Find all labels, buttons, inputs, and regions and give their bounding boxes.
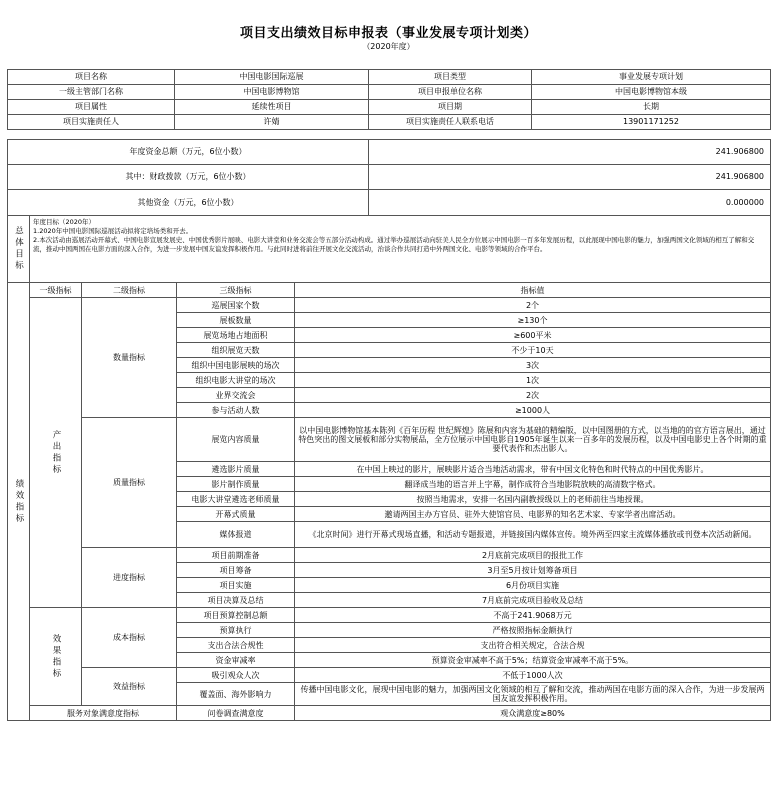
indicator-name: 展板数量 — [177, 313, 295, 328]
leader-value: 许婧 — [175, 115, 369, 130]
indicator-value: 在中国上映过的影片，展映影片适合当地活动需求，带有中国文化特色和时代特点的中国优秀影片。 — [295, 462, 771, 477]
indicator-value: 6月份项目实施 — [295, 578, 771, 593]
indicator-name: 开幕式质量 — [177, 507, 295, 522]
indicator-value: 不高于241.9068万元 — [295, 608, 771, 623]
indicator-name: 电影大讲堂遴选老师质量 — [177, 492, 295, 507]
indicator-name: 问卷调查满意度 — [177, 706, 295, 721]
indicator-name: 项目筹备 — [177, 563, 295, 578]
header-value: 指标值 — [295, 283, 771, 298]
indicator-value: 2次 — [295, 388, 771, 403]
indicator-name: 项目决算及总结 — [177, 593, 295, 608]
performance-table — [7, 282, 771, 721]
attr-value: 延续性项目 — [175, 100, 369, 115]
indicator-value: 以中国电影博物馆基本陈列《百年历程 世纪辉煌》陈展和内容为基础的精编版，以中国图册的方式，以当地的的官方语言展出，通过特色突出的图文展板和部分实物展品，全方位展示中国电影自1905年诞生以来一百多年的发展历程，以及中国电影史上各个时期的重要代表作和杰出影人。 — [295, 418, 771, 462]
indicator-value: ≥1000人 — [295, 403, 771, 418]
indicator-value: 严格按照指标金额执行 — [295, 623, 771, 638]
phone-label: 项目实施责任人联系电话 — [369, 115, 532, 130]
indicator-value: 邀请两国主办方官员、驻外大使馆官员、电影界的知名艺术家、专家学者出席活动。 — [295, 507, 771, 522]
indicator-value: 观众满意度≥80% — [295, 706, 771, 721]
indicator-name: 组织展览天数 — [177, 343, 295, 358]
indicator-name: 项目实施 — [177, 578, 295, 593]
dept-value: 中国电影博物馆 — [175, 85, 369, 100]
table-row — [8, 298, 771, 313]
indicator-name: 组织电影大讲堂的场次 — [177, 373, 295, 388]
table-row — [8, 548, 771, 563]
basic-info-table — [7, 69, 771, 130]
quality-indicator-label: 质量指标 — [82, 418, 177, 548]
page-subtitle: （2020年度） — [362, 42, 415, 51]
cost-indicator-label: 成本指标 — [82, 608, 177, 668]
indicator-name: 组织中国电影展映的场次 — [177, 358, 295, 373]
goals-text — [30, 216, 771, 283]
indicator-value: 预算资金审减率不高于5%；结算资金审减率不高于5%。 — [295, 653, 771, 668]
dept-label: 一级主管部门名称 — [8, 85, 175, 100]
goals-label: 总体目标 — [8, 216, 30, 283]
indicator-name: 参与活动人数 — [177, 403, 295, 418]
indicator-name: 资金审减率 — [177, 653, 295, 668]
indicator-value: 2个 — [295, 298, 771, 313]
unit-value: 中国电影博物馆本级 — [532, 85, 771, 100]
indicator-name: 媒体报道 — [177, 522, 295, 548]
total-funds-label: 年度资金总额（万元，6位小数） — [8, 140, 369, 165]
indicator-name: 支出合法合规性 — [177, 638, 295, 653]
goals-line-2: 1.2020年中国电影国际巡展活动拟将定培场类和开去。 — [33, 227, 193, 235]
indicator-value: 7月底前完成项目验收及总结 — [295, 593, 771, 608]
period-value: 长期 — [532, 100, 771, 115]
progress-indicator-label: 进度指标 — [82, 548, 177, 608]
attr-label: 项目属性 — [8, 100, 175, 115]
indicator-value: 支出符合相关规定，合法合规 — [295, 638, 771, 653]
goals-table — [7, 215, 771, 283]
indicator-value: 不少于10天 — [295, 343, 771, 358]
indicator-value: 翻译成当地的语言并上字幕，制作成符合当地影院放映的高清数字格式。 — [295, 477, 771, 492]
indicator-value: 不低于1000人次 — [295, 668, 771, 683]
indicator-value: 3月至5月按计划筹备项目 — [295, 563, 771, 578]
header-level3: 三级指标 — [177, 283, 295, 298]
indicator-value: 传播中国电影文化，展现中国电影的魅力，加强两国文化领域的相互了解和交流，推动两国在电影方面的深入合作，为进一步发展两国友谊发挥积极作用。 — [295, 683, 771, 706]
indicator-name: 巡展国家个数 — [177, 298, 295, 313]
effect-indicator-label: 效果指标 — [30, 608, 82, 706]
benefit-indicator-label: 效益指标 — [82, 668, 177, 706]
table-row — [8, 668, 771, 683]
table-row — [8, 418, 771, 462]
indicator-name: 展览场地占地面积 — [177, 328, 295, 343]
goals-line-3: 2.本次活动由巡展活动开幕式、中国电影宣展发展史、中国优秀影片展映、电影大讲堂和业务交流会等五部分活动构成。通过举办巡展活动向驻美人民全方位展示中国电影一百多年发展历程，以此展现中国电影的魅力，加强两国文化领域的相互了解和交流，推动中国两国在电影方面的深入合作，为进一步发展中国友谊发挥积极作用。与此同时进将前往开展文化交流活动，治谈合作共同打造中外两国文化、电影等领域的合作平台。 — [33, 236, 755, 253]
indicator-name: 遴选影片质量 — [177, 462, 295, 477]
table-row — [8, 608, 771, 623]
indicator-name: 吸引观众人次 — [177, 668, 295, 683]
indicator-name: 影片制作质量 — [177, 477, 295, 492]
other-funds-value: 0.000000 — [369, 190, 771, 216]
goals-line-1: 年度目标（2020年） — [33, 218, 96, 226]
indicator-name: 项目前期准备 — [177, 548, 295, 563]
period-label: 项目期 — [369, 100, 532, 115]
project-type-value: 事业发展专项计划 — [532, 70, 771, 85]
page-title: 项目支出绩效目标申报表（事业发展专项计划类） — [239, 26, 537, 41]
indicator-name: 覆盖面、海外影响力 — [177, 683, 295, 706]
project-name-value: 中国电影国际巡展 — [175, 70, 369, 85]
indicator-value: 2月底前完成项目的报批工作 — [295, 548, 771, 563]
indicator-name: 展览内容质量 — [177, 418, 295, 462]
funds-table — [7, 139, 771, 216]
header-level1: 一级指标 — [30, 283, 82, 298]
project-name-label: 项目名称 — [8, 70, 175, 85]
indicator-name: 预算执行 — [177, 623, 295, 638]
leader-label: 项目实施责任人 — [8, 115, 175, 130]
output-indicator-label: 产出指标 — [30, 298, 82, 608]
satisfaction-indicator-label: 服务对象满意度指标 — [30, 706, 177, 721]
unit-label: 项目申报单位名称 — [369, 85, 532, 100]
table-row — [8, 706, 771, 721]
indicator-value: 按照当地需求，安排一名国内副教授级以上的老师前往当地授课。 — [295, 492, 771, 507]
indicator-value: ≥130个 — [295, 313, 771, 328]
phone-value: 13901171252 — [532, 115, 771, 130]
perf-side-label: 绩效指标 — [8, 283, 30, 721]
header-level2: 二级指标 — [82, 283, 177, 298]
indicator-value: 3次 — [295, 358, 771, 373]
indicator-name: 业界交流会 — [177, 388, 295, 403]
fiscal-funds-label: 其中：财政拨款（万元，6位小数） — [8, 165, 369, 190]
qty-indicator-label: 数量指标 — [82, 298, 177, 418]
indicator-value: 1次 — [295, 373, 771, 388]
indicator-value: ≥600平米 — [295, 328, 771, 343]
indicator-value: 《北京时间》进行开幕式现场直播，和活动专题报道，并链接国内媒体宣传。境外两至四家主流媒体播放或刊登本次活动新闻。 — [295, 522, 771, 548]
fiscal-funds-value: 241.906800 — [369, 165, 771, 190]
indicator-name: 项目预算控制总额 — [177, 608, 295, 623]
project-type-label: 项目类型 — [369, 70, 532, 85]
total-funds-value: 241.906800 — [369, 140, 771, 165]
other-funds-label: 其他资金（万元，6位小数） — [8, 190, 369, 216]
